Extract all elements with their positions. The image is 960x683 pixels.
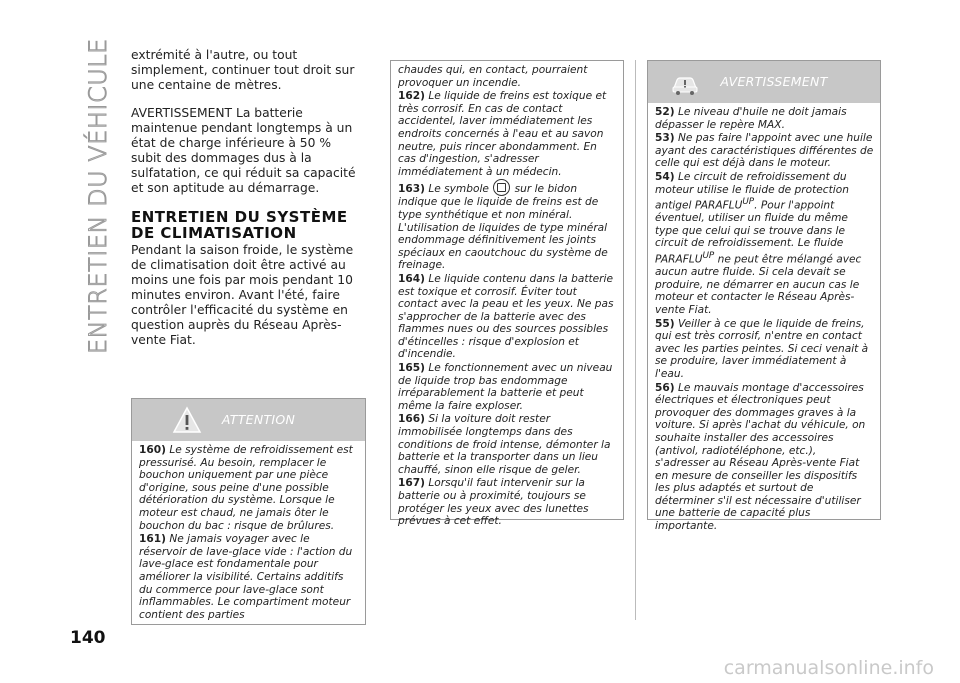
item-text: . Pour l'appoint éventuel, utiliser un fluide du même type que celui qui se trouve dans le circuit de refroidissement. Le fluide PARAFLU bbox=[655, 199, 848, 266]
warning-item-164 bbox=[398, 273, 617, 361]
item-number: 164) bbox=[398, 272, 425, 285]
warning-item-55 bbox=[655, 318, 874, 381]
item-number: 163) bbox=[398, 183, 425, 196]
item-number: 162) bbox=[398, 90, 425, 103]
item-text: Le niveau d'huile ne doit jamais dépasser le repère MAX. bbox=[655, 106, 847, 131]
warning-item-160 bbox=[139, 444, 359, 532]
item-text: Veiller à ce que le liquide de freins, qui est très corrosif, n'entre en contact avec les parties peintes. Si ceci venait à se produire, laver immédiatement à l'eau. bbox=[655, 317, 869, 380]
warning-lead-text: chaudes qui, en contact, pourraient provoquer un incendie. bbox=[398, 64, 588, 89]
item-text: Le circuit de refroidissement du moteur utilise le fluide de protection antigel PARAFLU bbox=[655, 170, 849, 212]
warning-item-52 bbox=[655, 106, 874, 131]
avertissement-title: AVERTISSEMENT bbox=[720, 74, 828, 89]
item-text: Le liquide de freins est toxique et très corrosif. En cas de contact accidentel, laver immédiatement les endroits concernés à l'eau et au savon neutre, puis rincer abondamment. En cas d'ingestion, s'adresser immédiatement à un médecin. bbox=[398, 90, 607, 178]
item-text: Si la voiture doit rester immobilisée longtemps dans des conditions de froid intense, démonter la batterie et la transporter dans un lieu chauffé, sinon elle risque de geler. bbox=[398, 413, 611, 476]
item-number: 53) bbox=[655, 132, 675, 145]
paragraph-climatisation: Pendant la saison froide, le système de climatisation doit être activé au moins une fois par mois pendant 10 minutes environ. Avant l'été, faire contrôler l'efficacité du système en question auprès du Réseau Après-vente Fiat. bbox=[131, 243, 354, 347]
section-heading-line-1: ENTRETIEN DU SYSTÈME bbox=[131, 208, 348, 226]
warning-item-166 bbox=[398, 413, 617, 476]
item-number: 52) bbox=[655, 106, 675, 118]
item-number: 54) bbox=[655, 170, 675, 183]
item-number: 55) bbox=[655, 317, 675, 330]
avertissement-text bbox=[648, 103, 880, 538]
brake-fluid-symbol-icon bbox=[493, 179, 510, 196]
warning-item-56 bbox=[655, 382, 874, 533]
warning-item-165 bbox=[398, 362, 617, 412]
item-text: Lorsqu'il faut intervenir sur la batterie ou à proximité, toujours se protéger les yeux avec des lunettes prévues à cet effet. bbox=[398, 477, 589, 528]
item-text: Le système de refroidissement est pressurisé. Au besoin, remplacer le bouchon uniquement par une pièce d'origine, sous peine d'une possible détérioration du système. Lorsque le moteur est chaud, ne jamais ôter le bouchon du bac : risque de brûlures. bbox=[139, 444, 353, 532]
item-text: sur le bidon indique que le liquide de freins est de type synthétique et non minéral. L'utilisation de liquides de type minéral endommage définitivement les joints spéciaux en caoutchouc du système de freinage. bbox=[398, 183, 608, 272]
warning-item-53 bbox=[655, 132, 874, 170]
column-divider bbox=[635, 60, 636, 620]
page-number: 140 bbox=[70, 628, 106, 648]
paragraph-battery-warning: AVERTISSEMENT La batterie maintenue pendant longtemps à un état de charge inférieure à 50 % subit des dommages dus à la sulfatation, ce qui réduit sa capacité et son aptitude au démarrage. bbox=[131, 106, 356, 195]
section-heading bbox=[131, 209, 364, 241]
item-text: Le fonctionnement avec un niveau de liquide trop bas endommage irréparablement la batterie et peut même la faire exploser. bbox=[398, 362, 613, 412]
warning-item-167 bbox=[398, 477, 617, 527]
section-side-title-text: ENTRETIEN DU VÉHICULE bbox=[84, 38, 112, 354]
item-number: 167) bbox=[398, 477, 425, 490]
watermark: carmanualsonline.info bbox=[723, 657, 934, 679]
warning-item-162 bbox=[398, 90, 617, 178]
item-number: 161) bbox=[139, 533, 166, 546]
column-1 bbox=[131, 48, 364, 361]
item-text: Le mauvais montage d'accessoires électriques et électroniques peut provoquer des dommages graves à la voiture. Si après l'achat du véhicule, on souhaite installer des accessoires (antivol, radiotéléphone, etc.), s'adresser au Réseau Après-vente Fiat en mesure de conseiller les dispositifs les plus adaptés et surtout de déterminer s'il est nécessaire d'utiliser une batterie de capacité plus importante. bbox=[655, 381, 866, 533]
item-text: Ne jamais voyager avec le réservoir de lave-glace vide : l'action du lave-glace est fondamentale pour améliorer la visibilité. Certains additifs du commerce pour lave-glace sont inflammables. Le compartiment moteur contient des parties bbox=[139, 533, 353, 621]
avertissement-header bbox=[648, 61, 880, 103]
attention-continued-text bbox=[391, 61, 623, 533]
item-number: 166) bbox=[398, 413, 425, 426]
attention-title: ATTENTION bbox=[221, 412, 296, 427]
item-number: 56) bbox=[655, 381, 675, 394]
warning-item-163 bbox=[398, 179, 617, 272]
attention-text bbox=[132, 441, 365, 626]
warning-item-54 bbox=[655, 171, 874, 317]
item-text: Ne pas faire l'appoint avec une huile ayant des caractéristiques différentes de celle qui est déjà dans le moteur. bbox=[655, 132, 874, 170]
attention-box bbox=[131, 398, 366, 625]
attention-box-continued bbox=[390, 60, 624, 528]
attention-header bbox=[132, 399, 365, 441]
warning-item-161 bbox=[139, 533, 359, 621]
item-text: ne peut être mélangé avec aucun autre fluide. Si cela devait se produire, ne démarrer en aucun cas le moteur et contacter le Réseau Après-vente Fiat. bbox=[655, 253, 862, 316]
superscript: UP bbox=[742, 197, 755, 208]
paragraph-continuation: extrémité à l'autre, ou tout simplement, continuer tout droit sur une centaine de mètres. bbox=[131, 48, 355, 92]
section-heading-line-2: DE CLIMATISATION bbox=[131, 224, 297, 242]
superscript: UP bbox=[702, 251, 715, 262]
item-text: Le symbole bbox=[428, 183, 489, 196]
avertissement-box bbox=[647, 60, 881, 533]
item-text: Le liquide contenu dans la batterie est toxique et corrosif. Éviter tout contact avec la peau et les yeux. Ne pas s'approcher de la batterie avec des flammes nues ou des sources possibles d'étincelles : risque d'explosion et d'incendie. bbox=[398, 272, 614, 361]
item-number: 160) bbox=[139, 444, 166, 456]
item-number: 165) bbox=[398, 362, 425, 375]
section-side-title bbox=[84, 38, 124, 624]
